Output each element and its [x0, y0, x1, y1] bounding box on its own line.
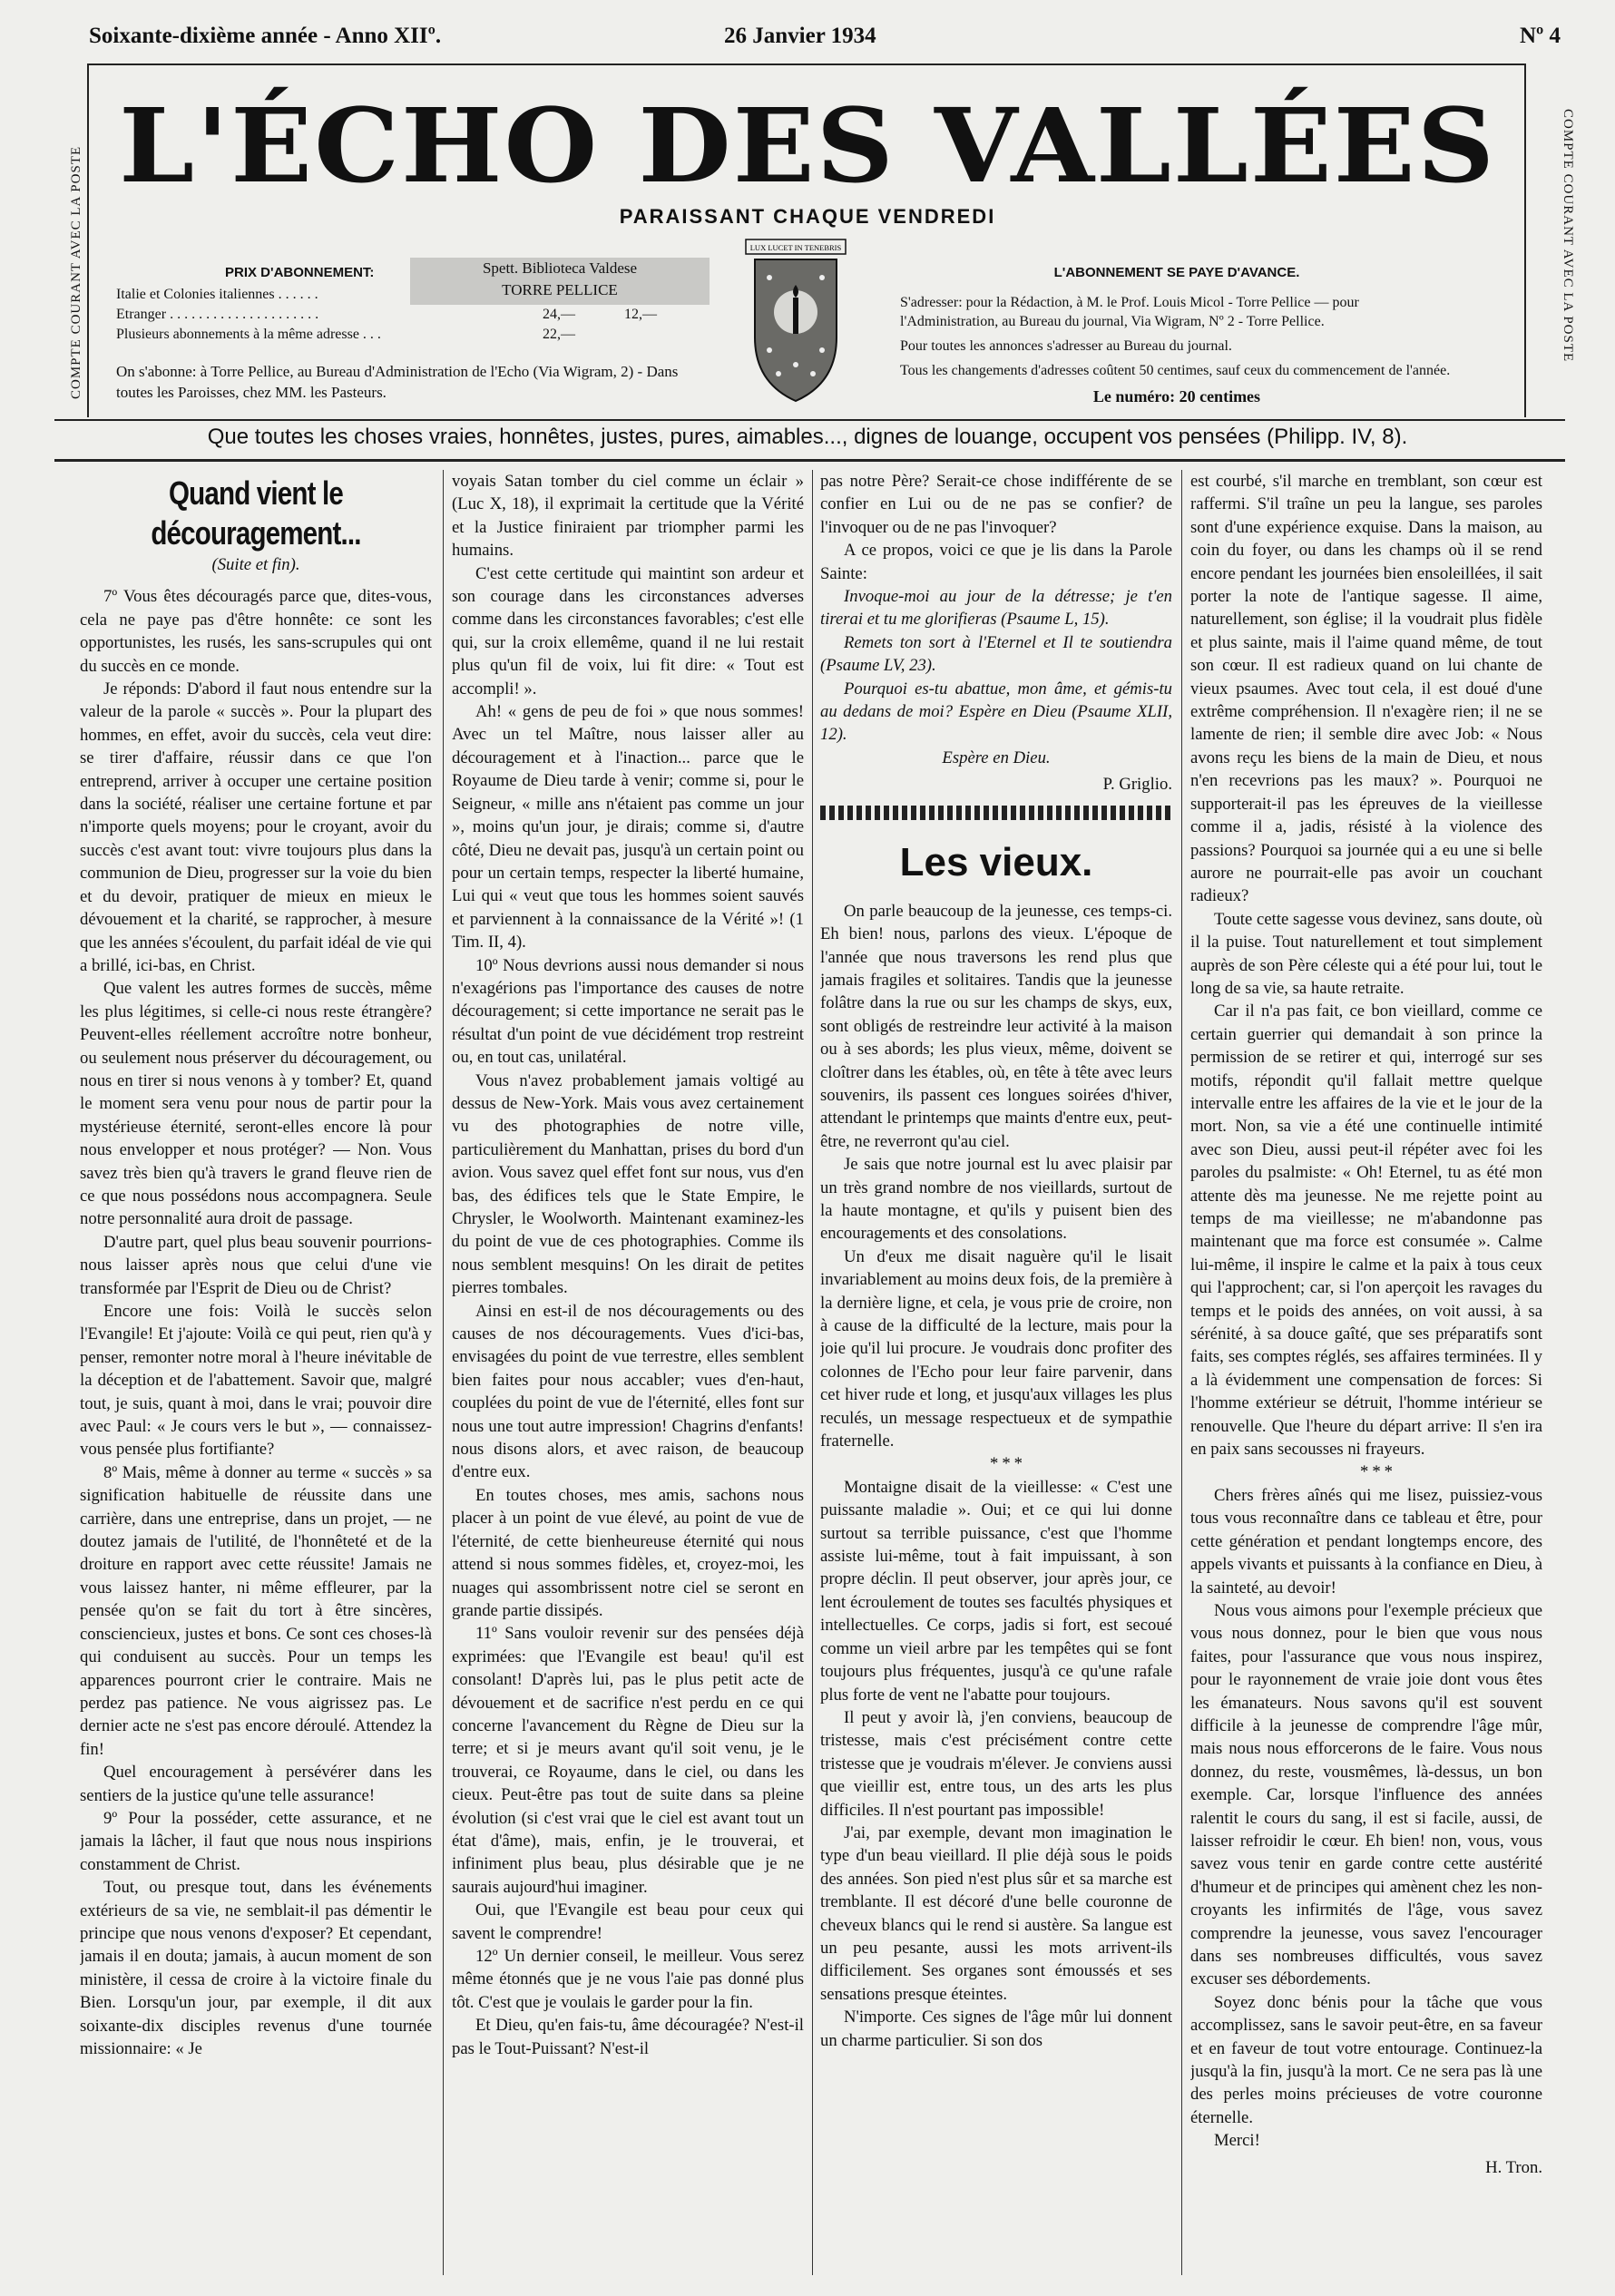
- paragraph: Car il n'a pas fait, ce bon vieillard, comme ce certain guerrier qui demandait à son prince la permission de se retirer et qui, interrogé sur ses motifs, répondit qu'il fallait mettre quelque intervalle entre les affaires de la vie et le jour de la mort. Non, sa vie a été une continuelle intimité avec son Dieu, aussi peut-il répéter avec foi les paroles du psalmiste: « Oh! Eternel, tu as été mon attente dès ma jeunesse. Ne me rejette point au temps de ma vieillesse; ne m'abandonne pas maintenant que ma force est consumée ». Calme lui-même, il inspire le calme et la paix à tous ceux qui l'approchent; car, si l'on aperçoit les ravages du temps et le poids des années, on voit aussi, à sa sérénité, à sa douce gaîté, que ses préparatifs sont faits, ses comptes réglés, ses affaires terminées. Il y a là évidemment une compensation de forces: Si l'homme extérieur se détruit, l'homme intérieur se renouvelle. Que l'heure du départ arrive: Il s'en ira en paix sans secousses ni frayeurs.: [1190, 1001, 1542, 1460]
- side-text-right: COMPTE COURANT AVEC LA POSTE: [1561, 109, 1575, 363]
- paragraph: Oui, que l'Evangile est beau pour ceux qui savent le comprendre!: [452, 1900, 804, 1943]
- prix-table: [116, 285, 715, 345]
- crest-motto: LUX LUCET IN TENEBRIS: [749, 243, 842, 252]
- paragraph: Soyez donc bénis pour la tâche que vous accomplissez, sans le savoir peut-être, en sa faveur et en faveur de tout votre entourage. Continuez-la jusqu'à la fin, jusqu'à la mort. Ce ne sera pas là une des perles moins précieuses de votre couronne éternelle.: [1190, 1992, 1542, 2127]
- paragraph: 9º Pour la posséder, cette assurance, et ne jamais la lâcher, il faut que nous nous inspirions constamment de Christ.: [80, 1808, 432, 1874]
- ornament-divider: [820, 806, 1172, 820]
- paragraph: On parle beaucoup de la jeunesse, ces temps-ci. Eh bien! nous, parlons des vieux. L'époque de l'année que nous traversons les rend plus que jamais fragiles et solitaires. Tandis que la jeunesse folâtre dans la rue ou sur les champs de skys, eux, sont obligés de restreindre leur activité à la maison ou à ses abords; les plus vieux, même, doivent se cloîtrer dans les étables, où, en tête à tête avec leurs souvenirs, ils passent ces longues soirées d'hiver, attendant le printemps que maints d'entre eux, peut-être, ne reverront qu'au ciel.: [820, 901, 1172, 1151]
- prix-title: PRIX D'ABONNEMENT:: [225, 265, 375, 280]
- paragraph: Montaigne disait de la vieillesse: « C'est une puissante maladie ». Oui; et ce qui lui donne surtout sa terrible puissance, c'est que l'homme assiste lui-même, tout à fait impuissant, à son propre déclin. Il peut observer, jour après jour, ce lent écroulement de toutes ses facultés physiques et intellectuelles. Ce corps, jadis si fort, est secoué comme un vieil arbre par les tempêtes qui se font toujours plus fréquentes, jusqu'à ce qu'une rafale plus forte de vent ne l'abatte pour toujours.: [820, 1477, 1172, 1705]
- column-3: [820, 470, 1172, 2275]
- prix-row-label: Etranger . . . . . . . . . . . . . . . . . . . . .: [116, 307, 319, 322]
- paragraph: D'autre part, quel plus beau souvenir pourrions-nous laisser après nous que celui d'une vie transformée par l'Esprit de Dieu ou de Christ?: [80, 1232, 432, 1298]
- paragraph: 10º Nous devrions aussi nous demander si nous n'exagérions pas l'importance des causes de notre découragement; si cette importance ne serait pas le résultat d'un point de vue décidément trop restreint ou, en tout cas, unilatéral.: [452, 955, 804, 1068]
- paragraph: 12º Un dernier conseil, le meilleur. Vous serez même étonnés que je ne vous l'aie pas donné plus tôt. C'est que je voulais le garder pour la fin.: [452, 1947, 804, 2012]
- year-line: Soixante-dixième année - Anno XIIº.: [89, 24, 442, 48]
- paragraph: voyais Satan tomber du ciel comme un éclair » (Luc X, 18), il exprimait la certitude que la Vérité et la Justice finiraient par triompher parmi les humains.: [452, 472, 804, 561]
- stamp-line-2: TORRE PELLICE: [502, 281, 618, 298]
- frame-top-rule: [87, 64, 1525, 65]
- scripture-quote: Remets ton sort à l'Eternel et Il te soutiendra (Psaume LV, 23).: [820, 632, 1172, 676]
- column-rule: [812, 470, 813, 2275]
- paragraph: Encore une fois: Voilà le succès selon l'Evangile! Et j'ajoute: Voilà ce qui peut, rien qu'à y penser, remonter notre moral à l'heure inévitable de la déception et de l'abattement. Savoir que, malgré tout, je suis, quant à moi, dans le vrai; pouvoir dire avec Paul: « Je cours vers le but », — connaissez-vous pensée plus fortifiante?: [80, 1302, 432, 1460]
- top-line: [89, 24, 1561, 60]
- paragraph: Je réponds: D'abord il faut nous entendre sur la valeur de la parole « succès ». Pour la plupart des hommes, en effet, avoir du succès, cela veut dire: se tirer d'affaire, réussir dans ce que l'on entreprend, arriver à occuper une certaine position dans la société, réaliser une certaine fortune et par n'importe quels moyens; pour le croyant, avoir du succès c'est avant tout: vivre toujours plus dans la communion de Dieu, progresser sur la voie du bien et du devoir, pratiquer de mieux en mieux le dévouement et la charité, se rapprocher, à mesure que les années s'écoulent, du parfait idéal de vie qui a brillé, ici-bas, en Christ.: [80, 679, 432, 975]
- column-rule: [443, 470, 444, 2275]
- price-per-issue: Le numéro: 20 centimes: [1092, 387, 1261, 405]
- scripture-quote: Invoque-moi au jour de la détresse; je t'en tirerai et tu me glorifieras (Psaume L, 15).: [820, 587, 1172, 630]
- article-title: Les vieux.: [899, 839, 1093, 884]
- paragraph: En toutes choses, mes amis, sachons nous placer à un point de vue élevé, au point de vue de l'éternité, de cette bienheureuse éternité qui nous attend si nous sommes fidèles, et, croyez-moi, les nuages qui assombrissent notre ciel se seront en grande partie dissipés.: [452, 1485, 804, 1620]
- author-signature: H. Tron.: [1485, 2157, 1542, 2177]
- masthead-subtitle: PARAISSANT CHAQUE VENDREDI: [619, 205, 996, 228]
- paragraph: A ce propos, voici ce que je lis dans la Parole Sainte:: [820, 541, 1172, 583]
- paragraph: Toute cette sagesse vous devinez, sans doute, où il la puise. Tout naturellement et tout simplement auprès de son Père céleste qui a été pour lui, tout le long de sa vie, sa haute retraite.: [1190, 909, 1542, 998]
- paragraph: 7º Vous êtes découragés parce que, dites-vous, cela ne paye pas d'être honnête: ce sont les opportunistes, les rusés, les sans-scrupules qui ont du succès en ce monde.: [80, 587, 432, 676]
- column-rule: [1181, 470, 1182, 2275]
- paragraph: Tout, ou presque tout, dans les événements extérieurs de sa vie, ne semblait-il pas démentir le principe que nous venons d'exposer? Et cependant, jamais il en douta; jamais, à aucun moment de son ministère, il cessa de croire à la victoire finale du Bien. Lorsqu'un jour, par exemple, il dit aux soixante-dix disciples revenus d'une tournée missionnaire: « Je: [80, 1878, 432, 2058]
- prix-row-value: 22,—: [543, 327, 575, 342]
- scripture-quote: Pourquoi es-tu abattue, mon âme, et gémis-tu au dedans de moi? Espère en Dieu (Psaume XLII, 12).: [820, 679, 1172, 745]
- paragraph: Un d'eux me disait naguère qu'il le lisait invariablement au moins deux fois, de la première à la dernière ligne, et cela, je vous prie de croire, non à cause de la difficulté de la lecture, mais pour la joie qu'il lui procure. Je voudrais donc profiter des colonnes de l'Echo pour leur faire parvenir, dans cet hiver rude et long, et jusqu'aux villages les plus reculés, un message respectueux et de sympathie fraternelle.: [820, 1246, 1172, 1451]
- scripture-quote: Espère en Dieu.: [942, 747, 1051, 767]
- paragraph: Merci!: [1214, 2131, 1260, 2151]
- paragraph: Et Dieu, qu'en fais-tu, âme découragée? N'est-il pas le Tout-Puissant? N'est-il: [452, 2016, 804, 2058]
- column-2: [452, 470, 804, 2275]
- paragraph: pas notre Père? Serait-ce chose indifférente de se confier en Lui ou de ne pas se confier? de l'invoquer ou de ne pas l'invoquer?: [820, 472, 1172, 537]
- prix-row-label: Italie et Colonies italiennes . . . . . .: [116, 287, 318, 302]
- paragraph: Que valent les autres formes de succès, même les plus légitimes, si celle-ci nous reste étrangère? Peuvent-elles réellement accroître notre bonheur, ou seulement nous préserver du découragement, ou nous en tirer si nous venons à y tomber? Et, quand le moment sera venu pour nous de partir pour la mystérieuse éternité, seront-elles encore là pour nous envelopper et nous protéger? — Non. Vous savez très bien qu'à travers le grand fleuve rien de ce que nous possédons nous accompagnera. Seule notre personnalité aura droit de passage.: [80, 979, 432, 1229]
- paragraph: 11º Sans vouloir revenir sur des pensées déjà exprimées: que l'Evangile est beau! qu'il est consolant! D'après lui, pas le plus petit acte de dévouement et de sacrifice n'est perdu en ce qui concerne l'avancement du Règne de Dieu sur la terre; et si je meurs avant qu'il soit venu, je le trouverai, ce Royaume, dans le ciel, ou dans les cieux. Peut-être pas tout de suite dans sa pleine évolution (si c'est vrai que le ciel est avant tout un état d'âme), mais, enfin, je le trouverai, et infiniment plus beau, plus désirable que je ne saurais aujourd'hui imaginer.: [452, 1624, 804, 1897]
- abonnement-info: On s'abonne: à Torre Pellice, au Bureau d'Administration de l'Echo (Via Wigram, 2) - Dans toutes les Paroisses, chez MM. les Pasteurs.: [116, 363, 679, 401]
- frame-bottom-rule: [54, 419, 1565, 421]
- paragraph: Chers frères aînés qui me lisez, puissiez-vous tous vous reconnaître dans ce tableau et être, pour cette génération et pendant longtemps encore, des appels vivants et puissants à la confiance en Dieu, à la sainteté, au devoir!: [1190, 1485, 1542, 1597]
- issue-number: Nº 4: [1519, 24, 1561, 48]
- article-subtitle: (Suite et fin).: [211, 555, 300, 574]
- prix-row: [116, 285, 715, 305]
- subscription-title: L'ABONNEMENT SE PAYE D'AVANCE.: [1053, 265, 1300, 280]
- article-title: Quand vient le découragement...: [151, 474, 361, 552]
- prix-row: [116, 305, 715, 325]
- paragraph: Il peut y avoir là, j'en conviens, beaucoup de tristesse, mais c'est précisément contre cette tristesse que je voudrais m'élever. Je conviens aussi que vieillir est, entre tous, un des arts les plus difficiles. Il n'est pourtant pas impossible!: [820, 1707, 1172, 1820]
- column-1: [80, 470, 432, 2275]
- paragraph: Quel encouragement à persévérer dans les sentiers de la justice qu'une telle assurance!: [80, 1763, 432, 1805]
- author-signature: P. Griglio.: [1102, 775, 1172, 795]
- issue-date: 26 Janvier 1934: [724, 24, 876, 48]
- prix-row-label: Plusieurs abonnements à la même adresse . . .: [116, 327, 381, 342]
- prix-row-value: 12,—: [624, 307, 657, 322]
- paragraph: C'est cette certitude qui maintint son ardeur et son courage dans les circonstances adverses comme dans les circonstances favorables; c'est elle qui, sur la croix ellemême, quand il ne lui restait plus qu'un fil de voix, lui fit dire: « Tout est accompli! ».: [452, 563, 804, 699]
- stamp-line-1: Spett. Biblioteca Valdese: [482, 259, 638, 277]
- side-text-left: COMPTE COURANT AVEC LA POSTE: [69, 145, 83, 399]
- prix-row-value: 24,—: [543, 307, 575, 322]
- crest-emblem-icon: [742, 238, 849, 408]
- paragraph: est courbé, s'il marche en tremblant, son cœur est raffermi. S'il traîne un peu la langue, ses paroles sont d'une expérience exquise. Dans la maison, au coin du foyer, ou dans les champs où il se rend encore pendant les journées bien ensoleillées, il sait porter la note de l'antique sagesse. Il aime, naturellement, son église; il la voudrait plus fidèle et plus sainte, mais il l'aime quand même, de tout son cœur. Il est radieux quand on lui chante de vieux psaumes. Avec tout cela, il est doué d'une extrême compréhension. Il n'exagère rien; il ne se lamente de rien; il semble dire avec Job: « Nous avons reçu les biens de la main de Dieu, et nous n'en recevrions pas les maux? ». Pourquoi ne supporterait-il pas les épreuves de la vieillesse comme il a, jadis, résisté à la violence des passions? Pourquoi sa journée qui a eu une si belle aurore ne pourrait-elle pas avoir un couchant radieux?: [1190, 472, 1542, 906]
- paragraph: Nous vous aimons pour l'exemple précieux que vous nous donnez, pour le bien que vous nous faites, pour l'assurance que vous nous inspirez, pour le rayonnement de vraie joie dont vous êtes les émanateurs. Nous savons qu'il est souvent difficile à la jeunesse de comprendre l'âge mûr, mais nous nous efforcerons de le faire. Vous nous donnez, du reste, vousmêmes, là-dessus, un bon exemple. Car, lorsque l'influence des années ralentit le cours du sang, il est si facile, aussi, de laisser refroidir le cœur. Eh bien! non, vous, vous savez vous tenir en garde contre cette austérité d'humeur et de principes qui amènent chez les non-croyants les infirmités de l'âge, vous savez comprendre la jeunesse, vous savez l'encourager dans ses nombreuses difficultés, vous savez excuser ses débordements.: [1190, 1600, 1542, 1989]
- address-change-info: Tous les changements d'adresses coûtent 50 centimes, sauf ceux du commencement de l'année.: [900, 363, 1451, 378]
- section-separator: ***: [989, 1454, 1027, 1474]
- paragraph: 8º Mais, même à donner au terme « succès » sa signification habituelle de réussite dans une carrière, dans une entreprise, dans un projet, — ne doutez jamais de l'utilité, de l'honnêteté et de la droiture en rapport avec cette réussite! Jamais ne vous laissez hanter, ni même effleurer, par la pensée qu'on se fait du tort à être sincères, consciencieux, justes et bons. Ce sont ces choses-là qui conduisent au succès. Pour un temps les apparences pourront crier le contraire. Mais ne perdez pas patience. Ne vous aigrissez pas. Le dernier acte ne s'est pas encore déroulé. Attendez la fin!: [80, 1462, 432, 1759]
- paragraph: J'ai, par exemple, devant mon imagination le type d'un beau vieillard. Il plie déjà sous le poids des années. Son pied n'est plus sûr et sa marche est tremblante. Il est décoré d'une belle couronne de cheveux blancs qui le rend si austère. Sa langue est un peu pesante, aussi les mots arrivent-ils difficilement. Ses organes sont émoussés et ses sensations presque éteintes.: [820, 1822, 1172, 2004]
- prix-row: [116, 325, 715, 345]
- column-4: [1190, 470, 1542, 2275]
- masthead-title: L'ÉCHO DES VALLÉES: [119, 85, 1496, 206]
- annonces-info: Pour toutes les annonces s'adresser au Bureau du journal.: [900, 338, 1232, 354]
- motto-rule: [54, 459, 1565, 462]
- motto: Que toutes les choses vraies, honnêtes, justes, pures, aimables..., dignes de louange, occupent vos pensées (Philipp. IV, 8).: [207, 425, 1408, 449]
- paragraph: Ainsi en est-il de nos découragements ou des causes de nos découragements. Vues d'ici-bas, envisagées du point de vue terrestre, elles semblent bien faites pour nous accabler; vues d'en-haut, couplées du point de vue de l'éternité, elles font sur nous une tout autre impression! Chagrins d'enfants! nous disons alors, et avec raison, de beaucoup d'entre eux.: [452, 1301, 804, 1482]
- subscription-info: [900, 263, 1454, 406]
- address-info: S'adresser: pour la Rédaction, à M. le Prof. Louis Micol - Torre Pellice — pour l'Administration, au Bureau du journal, Via Wigram, Nº 2 - Torre Pellice.: [900, 295, 1359, 329]
- paragraph: N'importe. Ces signes de l'âge mûr lui donnent un charme particulier. Si son dos: [820, 2008, 1172, 2050]
- paragraph: Ah! « gens de peu de foi » que nous sommes! Avec un tel Maître, nous laisser aller au découragement et à l'inaction... parce que le Royaume de Dieu tarde à venir; comme si, pour le Seigneur, « mille ans n'étaient pas comme un jour », moins qu'un jour, je dirais; comme si, d'autre côté, Dieu ne devait pas, jusqu'à un certain point ou pour un certain temps, respecter la liberté humaine, Lui qui « veut que tous les hommes soient sauvés et parviennent à la connaissance de la Vérité »! (1 Tim. II, 4).: [452, 702, 804, 953]
- paragraph: Je sais que notre journal est lu avec plaisir par un très grand nombre de nos vieillards, surtout de la haute montagne, et qu'ils y puisent bien des encouragements et des consolations.: [820, 1155, 1172, 1244]
- paragraph: Vous n'avez probablement jamais voltigé au dessus de New-York. Mais vous avez certainement vu des photographies de notre ville, particulièrement du Manhattan, prises du bord d'un avion. Vous savez quel effet font sur nous, vus d'en bas, des édifices tels que le State Empire, le Chrysler, le Woolworth. Maintenant examinez-les du point de vue de ces photographies. Comme ils nous semblent mesquins! On les dirait de petites pierres tombales.: [452, 1070, 804, 1298]
- section-separator: ***: [1359, 1462, 1397, 1482]
